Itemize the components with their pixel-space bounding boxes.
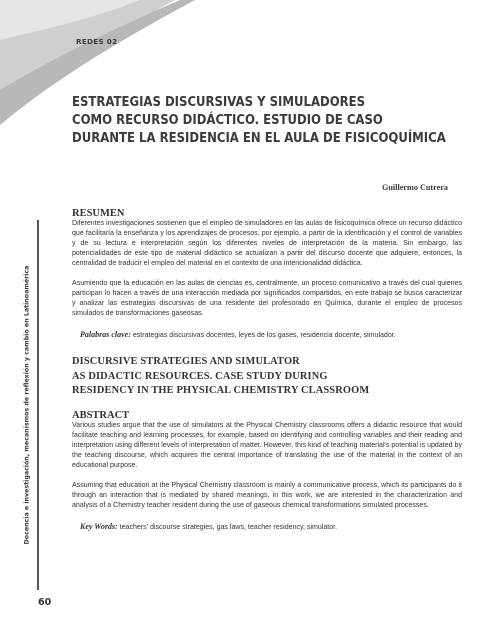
title-line: COMO RECURSO DIDÁCTICO. ESTUDIO DE CASO [72, 112, 383, 128]
sidebar-text: Docencia e investigación, mecanismos de reflexión y cambio en Latinoamérica [23, 265, 31, 545]
article-title [72, 93, 446, 147]
abstract-keywords [72, 522, 462, 533]
main-content [72, 208, 462, 533]
resumen-paragraph: Diferentes investigaciones sostienen que el empleo de simuladores en las aulas de fisicoquímica ofrece un recurso didáctico que facilitaría la enseñanza y los aprendizajes de procesos, por ejemplo, a partir de la identificación y el control de variables y de su lectura e interpretación según los diferentes niveles de interpretación de la materia. Sin embargo, las potencialidades de este tipo de material didáctico se actualizan a partir del discurso docente que adquiere, entonces, la centralidad de traducir el empleo del material en el contexto de una intencionalidad didáctica. [72, 220, 462, 267]
abstract-paragraph: Assuming that education at the Physical Chemistry classroom is mainly a communicative process, which its participants do it through an interaction that is mediated by shared meanings, in this work, we are interested in the characterization and analysis of a Chemistry teacher resident during the use of gaseous chemical transformations simulated processes. [72, 481, 462, 509]
page-number: 60 [38, 597, 52, 608]
title-line: ESTRATEGIAS DISCURSIVAS Y SIMULADORES [72, 94, 366, 110]
author-name: Guillermo Cutrera [381, 183, 448, 192]
sidebar-rule [37, 220, 39, 590]
keywords-label: Key Words: [80, 521, 118, 531]
resumen-heading: RESUMEN [72, 208, 125, 219]
english-title-line: RESIDENCY IN THE PHYSICAL CHEMISTRY CLASSROOM [72, 385, 370, 396]
english-title-line: DISCURSIVE STRATEGIES AND SIMULATOR [72, 356, 300, 367]
resumen-keywords [72, 330, 462, 341]
keywords-text: estrategias discursivas docentes, leyes de los gases, residencia docente, simulador. [132, 332, 396, 339]
keywords-label: Palabras clave: [80, 330, 131, 339]
keywords-text: teachers' discourse strategies, gas laws, teacher residency, simulator. [119, 523, 338, 531]
abstract-paragraph: Various studies argue that the use of simulators at the Physical Chemistry classrooms offers a didactic resource that would facilitate teaching and learning processes, for example, based on identifying and controlling variables and their reading and interpretation using different levels of interpretation of matter. However, this kind of teaching material's potential is updated by the teaching discourse, which acquires the central importance of translating the use of the material in the context of an educational purpose. [72, 421, 462, 469]
title-line: DURANTE LA RESIDENCIA EN EL AULA DE FISICOQUÍMICA [72, 130, 446, 146]
series-label: REDES 02 [76, 37, 118, 46]
abstract-heading: ABSTRACT [72, 409, 130, 421]
english-title [72, 355, 462, 399]
sidebar-running-title [10, 220, 44, 590]
resumen-paragraph: Asumiendo que la educación en las aulas de ciencias es, centralmente, un proceso comunicativo a través del cual quienes participan lo hacen a través de una interacción mediada por significados compartidos, en este trabajo se busca caracterizar y analizar las estrategias discursivas de una residente del profesorado en Química, durante el empleo de procesos simulados de transformaciones gaseosas. [72, 280, 462, 317]
english-title-line: AS DIDACTIC RESOURCES. CASE STUDY DURING [72, 370, 328, 382]
